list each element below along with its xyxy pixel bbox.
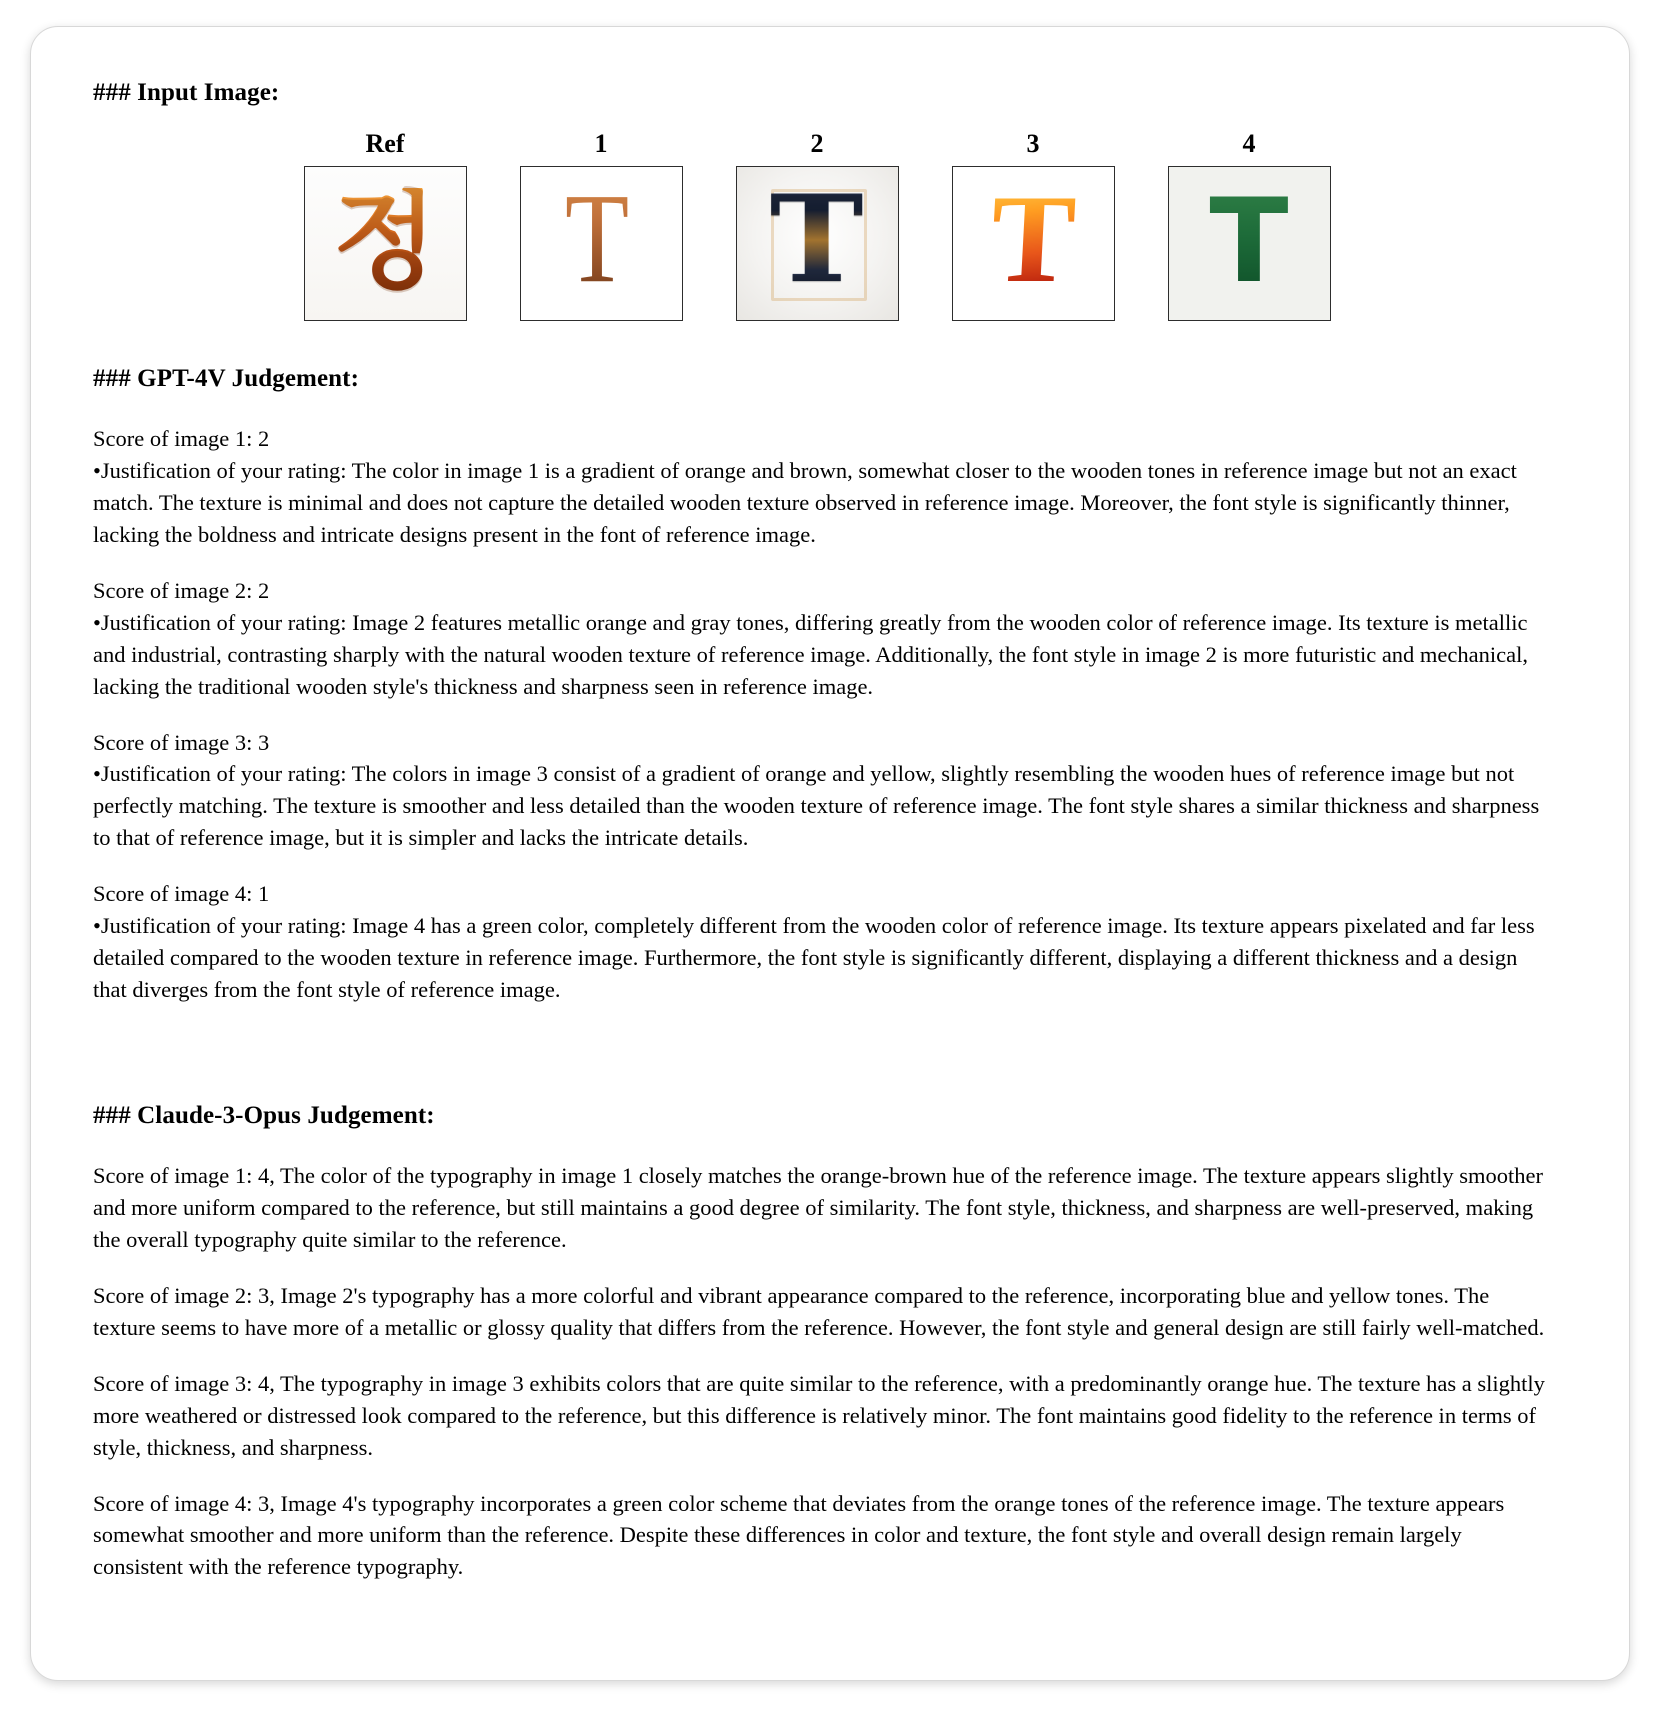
claude-entry-4: Score of image 4: 3, Image 4's typography incorporates a green color scheme that deviates from the orange tones of the reference image. The texture appears somewhat smoother and more uniform than the reference. Despite these differences in color and texture, the font style and overall design remain largely consistent with the reference typography. bbox=[93, 1490, 1505, 1580]
reference-glyph: 정 bbox=[332, 178, 438, 304]
candidate-4-glyph-wrap bbox=[1169, 167, 1330, 320]
candidate-4-glyph: T bbox=[1209, 173, 1289, 309]
gpt4v-score-line-4: Score of image 4: 1 bbox=[93, 881, 270, 907]
claude-entry-1: Score of image 1: 4, The color of the typography in image 1 closely matches the orange-brown hue of the reference image. The texture appears slightly smoother and more uniform compared to the reference, but still maintains a good degree of similarity. The font style, thickness, and sharpness are well-preserved, making the overall typography quite similar to the reference. bbox=[93, 1163, 1543, 1252]
candidate-1-glyph: T bbox=[564, 166, 630, 309]
gpt4v-score-line-1: Score of image 1: 2 bbox=[93, 426, 270, 451]
figure-label: 1 bbox=[594, 129, 608, 158]
candidate-image-3[interactable] bbox=[952, 166, 1115, 321]
figure-3 bbox=[947, 129, 1119, 321]
candidate-2-glyph-wrap bbox=[737, 167, 898, 320]
input-image-row bbox=[93, 129, 1541, 321]
page-card bbox=[30, 26, 1630, 1681]
figure-4 bbox=[1163, 129, 1335, 321]
gpt4v-entry-1 bbox=[93, 423, 1551, 551]
candidate-3-glyph: T bbox=[987, 169, 1079, 309]
gpt4v-entry-4 bbox=[93, 878, 1551, 1006]
gpt4v-score-line-2: Score of image 2: 2 bbox=[93, 577, 270, 603]
candidate-image-1[interactable] bbox=[520, 166, 683, 321]
reference-glyph-wrap bbox=[305, 167, 466, 320]
figure-label: 2 bbox=[810, 129, 824, 158]
gpt4v-justification-4: •Justification of your rating: Image 4 has a green color, completely different from the wooden color of reference image. Its texture appears pixelated and far less detailed compared to the wooden texture in reference image. Furthermore, the font style is significantly different, displaying a different thickness and a design that diverges from the font style of reference image. bbox=[93, 913, 1535, 1003]
gpt4v-justification-1: •Justification of your rating: The color in image 1 is a gradient of orange and brown, somewhat closer to the wooden tones in reference image but not an exact match. The texture is minimal and does not capture the detailed wooden texture observed in reference image. Moreover, the font style is significantly thinner, lacking the boldness and intricate designs present in the font of reference image. bbox=[93, 457, 1517, 547]
candidate-1-glyph-wrap bbox=[521, 167, 682, 320]
gpt4v-justification-2: •Justification of your rating: Image 2 features metallic orange and gray tones, differing greatly from the wooden color of reference image. Its texture is metallic and industrial, contrasting sharply with the natural wooden texture of reference image. Additionally, the font style in image 2 is more futuristic and mechanical, lacking the traditional wooden style's thickness and sharpness seen in reference image. bbox=[93, 609, 1528, 699]
gpt4v-justification-3: •Justification of your rating: The colors in image 3 consist of a gradient of orange and yellow, slightly resembling the wooden hues of reference image but not perfectly matching. The texture is smoother and less detailed than the wooden texture of reference image. The font style shares a similar thickness and sharpness to that of reference image, but it is simpler and lacks the intricate details. bbox=[93, 761, 1540, 851]
candidate-2-glyph: T bbox=[770, 168, 864, 310]
claude-entry-3: Score of image 3: 4, The typography in image 3 exhibits colors that are quite similar to the reference, with a predominantly orange hue. The texture has a slightly more weathered or distressed look compared to the reference, but this difference is relatively minor. The font maintains good fidelity to the reference in terms of style, thickness, and sharpness. bbox=[93, 1370, 1545, 1460]
gpt4v-judgement-heading: ### GPT-4V Judgement: bbox=[93, 365, 360, 392]
gpt4v-entry-2 bbox=[93, 575, 1551, 703]
figure-1 bbox=[515, 129, 687, 321]
claude-entry-2: Score of image 2: 3, Image 2's typography has a more colorful and vibrant appearance compared to the reference, incorporating blue and yellow tones. The texture seems to have more of a metallic or glossy quality that differs from the reference. However, the font style and general design are still fairly well-matched. bbox=[93, 1282, 1545, 1340]
gpt4v-score-line-3: Score of image 3: 3 bbox=[93, 729, 270, 755]
page-content bbox=[93, 79, 1581, 1660]
input-image-heading: ### Input Image: bbox=[93, 79, 280, 106]
figure-label: 3 bbox=[1026, 129, 1040, 158]
figure-ref bbox=[299, 129, 471, 321]
gpt4v-entry-3 bbox=[93, 727, 1551, 855]
candidate-image-4[interactable] bbox=[1168, 166, 1331, 321]
figure-label: Ref bbox=[365, 129, 405, 158]
figure-label: 4 bbox=[1242, 129, 1256, 158]
reference-image[interactable] bbox=[304, 166, 467, 321]
claude-judgement-heading: ### Claude-3-Opus Judgement: bbox=[93, 1102, 435, 1129]
candidate-3-glyph-wrap bbox=[953, 167, 1114, 320]
figure-2 bbox=[731, 129, 903, 321]
candidate-image-2[interactable] bbox=[736, 166, 899, 321]
